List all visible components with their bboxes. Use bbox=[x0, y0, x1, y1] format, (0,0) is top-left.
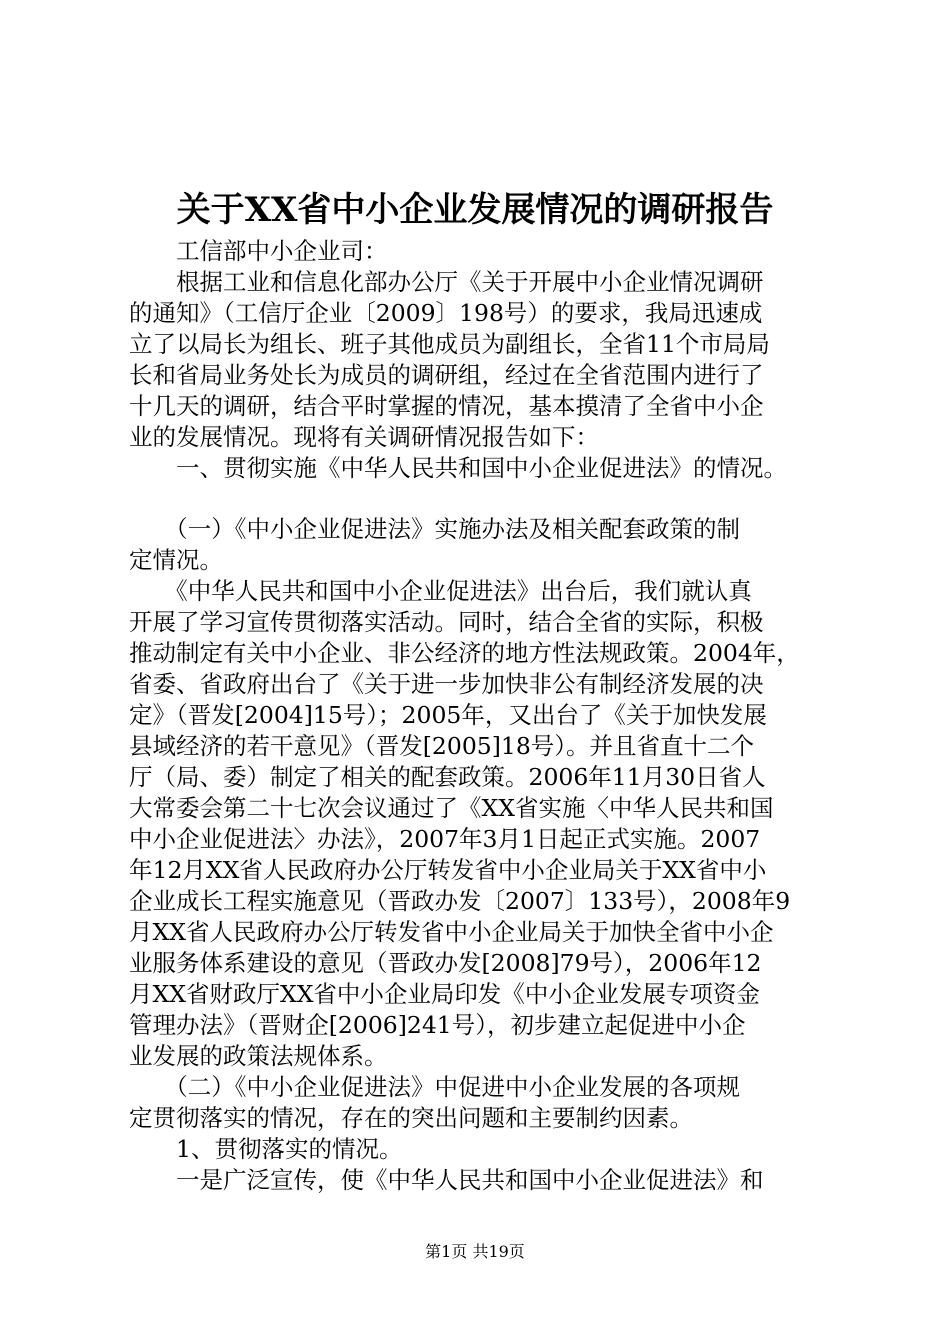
body-line: 开展了学习宣传贯彻落实活动。同时，结合全省的实际，积极 bbox=[129, 608, 764, 636]
body-line: 管理办法》（晋财企[2006]241号），初步建立起促进中小企 bbox=[129, 1011, 746, 1039]
salutation-line: 工信部中小企业司： bbox=[129, 237, 388, 265]
subsection-heading: 定贯彻落实的情况，存在的突出问题和主要制约因素。 bbox=[129, 1104, 693, 1132]
body-line: 十几天的调研，结合平时掌握的情况，基本摸清了全省中小企 bbox=[129, 392, 764, 420]
body-line: 厅（局、委）制定了相关的配套政策。2006年11月30日省人 bbox=[129, 763, 766, 791]
body-line: 月XX省财政厅XX省中小企业局印发《中小企业发展专项资金 bbox=[129, 980, 760, 1008]
section-heading: 一、贯彻实施《中华人民共和国中小企业促进法》的情况。 bbox=[129, 454, 787, 482]
body-line: 业发展的政策法规体系。 bbox=[129, 1042, 388, 1070]
body-line: 一是广泛宣传，使《中华人民共和国中小企业促进法》和 bbox=[129, 1166, 764, 1194]
body-line: 长和省局业务处长为成员的调研组，经过在全省范围内进行了 bbox=[129, 361, 764, 389]
subsection-heading: 定情况。 bbox=[129, 546, 223, 574]
body-line: 定》（晋发[2004]15号）；2005年，又出台了《关于加快发展 bbox=[129, 701, 767, 729]
body-line: 年12月XX省人民政府办公厅转发省中小企业局关于XX省中小 bbox=[129, 856, 767, 884]
body-line: 县域经济的若干意见》（晋发[2005]18号）。并且省直十二个 bbox=[129, 732, 755, 760]
body-line: 业的发展情况。现将有关调研情况报告如下： bbox=[129, 423, 599, 451]
body-line: 根据工业和信息化部办公厅《关于开展中小企业情况调研 bbox=[129, 268, 764, 296]
body-line: 业服务体系建设的意见（晋政办发[2008]79号），2006年12 bbox=[129, 949, 762, 977]
body-line: 推动制定有关中小企业、非公经济的地方性法规政策。2004年， bbox=[129, 639, 800, 667]
body-line: 企业成长工程实施意见（晋政办发〔2007〕133号），2008年9 bbox=[129, 887, 791, 915]
document-title: 关于XX省中小企业发展情况的调研报告 bbox=[176, 190, 774, 230]
body-line: 月XX省人民政府办公厅转发省中小企业局关于加快全省中小企 bbox=[129, 918, 774, 946]
body-line: 立了以局长为组长、班子其他成员为副组长，全省11个市局局 bbox=[129, 330, 770, 358]
body-line: 省委、省政府出台了《关于进一步加快非公有制经济发展的决 bbox=[129, 670, 764, 698]
item-heading: 1、贯彻落实的情况。 bbox=[129, 1135, 403, 1163]
body-line: 中小企业促进法〉办法》，2007年3月1日起正式实施。2007 bbox=[129, 825, 761, 853]
body-line: 《中华人民共和国中小企业促进法》出台后，我们就认真 bbox=[129, 577, 752, 605]
subsection-heading: （二）《中小企业促进法》中促进中小企业发展的各项规 bbox=[129, 1073, 740, 1101]
page-number-footer: 第1页 共19页 bbox=[425, 1242, 525, 1261]
body-line: 大常委会第二十七次会议通过了《XX省实施〈中华人民共和国 bbox=[129, 794, 774, 822]
subsection-heading: （一）《中小企业促进法》实施办法及相关配套政策的制 bbox=[129, 515, 740, 543]
body-line: 的通知》（工信厅企业〔2009〕198号）的要求，我局迅速成 bbox=[129, 299, 763, 327]
